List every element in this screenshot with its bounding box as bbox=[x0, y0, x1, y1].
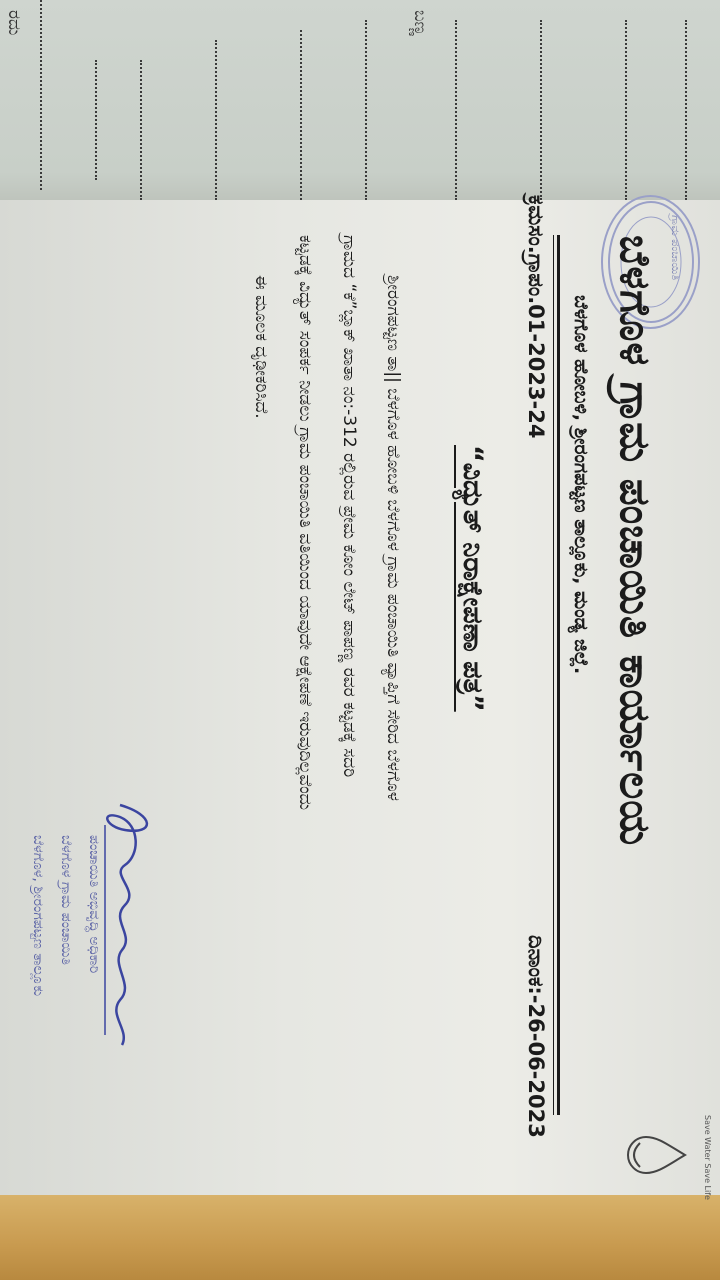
body-line: ಕಟ್ಟಡಕ್ಕೆ ವಿದ್ಯುತ್ ಸಂಪರ್ಕ ನೀಡಲು ಗ್ರಾಮ ಪಂಚಾಯಿತಿ ವತಿಯಿಂದ ಯಾವುದೇ ಆಕ್ಷೇಪಣೆ ಇರುವುದಿಲ್ಲವೆಂದು bbox=[295, 235, 315, 811]
certificate-body bbox=[239, 235, 415, 1135]
previous-page bbox=[0, 0, 720, 215]
letter-document bbox=[0, 195, 720, 1200]
office-subtitle: ಬೆಳಗೊಳ ಹೋಬಳಿ, ಶ್ರೀರಂಗಪಟ್ಟಣ ತಾಲ್ಲೂಕು, ಮಂಡ್ಯ ಜಿಲ್ಲೆ. bbox=[570, 295, 592, 675]
certificate-title: “ವಿದ್ಯುತ್ ನಿರಾಕ್ಷೇಪಣಾ ಪತ್ರ” bbox=[457, 445, 488, 712]
signatory-location: ಬೆಳಗೊಳ, ಶ್ರೀರಂಗಪಟ್ಟಣ ತಾಲ್ಲೂಕು bbox=[30, 835, 46, 997]
save-water-logo bbox=[620, 1125, 690, 1185]
body-line: ಶ್ರೀರಂಗಪಟ್ಟಣ ತಾ|| ಬೆಳಗೊಳ ಹೋಬಳಿ ಬೆಳಗೊಳ ಗ್ರಾಮ ಪಂಚಾಯಿತಿ ವ್ಯಾಪ್ತಿಗೆ ಸೇರಿದ ಬೆಳಗೊಳ bbox=[383, 275, 403, 801]
previous-page-text: ರದು bbox=[4, 10, 24, 36]
body-line: ಈ ಮೂಲಕ ದೃಢೀಕರಿಸಿದೆ. bbox=[251, 275, 271, 419]
body-line: ಗ್ರಾಮದ “ಕೆ”ಬ್ಲಾಕ್ ಖಾತಾ ನಂ:-312 ರಲ್ಲಿರುವ ಪ್ರೇಮ ಕೋಂ ಲೇಟ್ ಪಾಪಣ್ಣ ರವರ ಕಟ್ಟಡಕ್ಕೆ ಸದರಿ bbox=[339, 235, 359, 778]
logo-caption: Save Water Save Life bbox=[703, 1115, 712, 1200]
letter-date: ದಿನಾಂಕ:-26-06-2023 bbox=[524, 935, 548, 1138]
header-rule-thin bbox=[553, 235, 554, 1115]
reference-number: ಕ್ರಮಸಂ.ಗ್ರಾಪಂ.01-2023-24 bbox=[524, 195, 548, 439]
office-title: ಬೆಳಗೊಳ ಗ್ರಾಮ ಪಂಚಾಯಿತಿ ಕಾರ್ಯಾಲಯ bbox=[611, 235, 660, 847]
signatory-designation: ಪಂಚಾಯಿತಿ ಅಭಿವೃದ್ಧಿ ಅಧಿಕಾರಿ bbox=[86, 835, 102, 974]
previous-page-text: ಬಣ್ಣ bbox=[410, 10, 430, 36]
stamp-text: ಗ್ರಾಮ ಪಂಚಾಯಿತಿ bbox=[669, 215, 682, 281]
signatory-office: ಬೆಳಗೊಳ ಗ್ರಾಮ ಪಂಚಾಯಿತಿ bbox=[58, 835, 74, 965]
table-surface bbox=[0, 1195, 720, 1280]
header-rule bbox=[557, 235, 560, 1115]
